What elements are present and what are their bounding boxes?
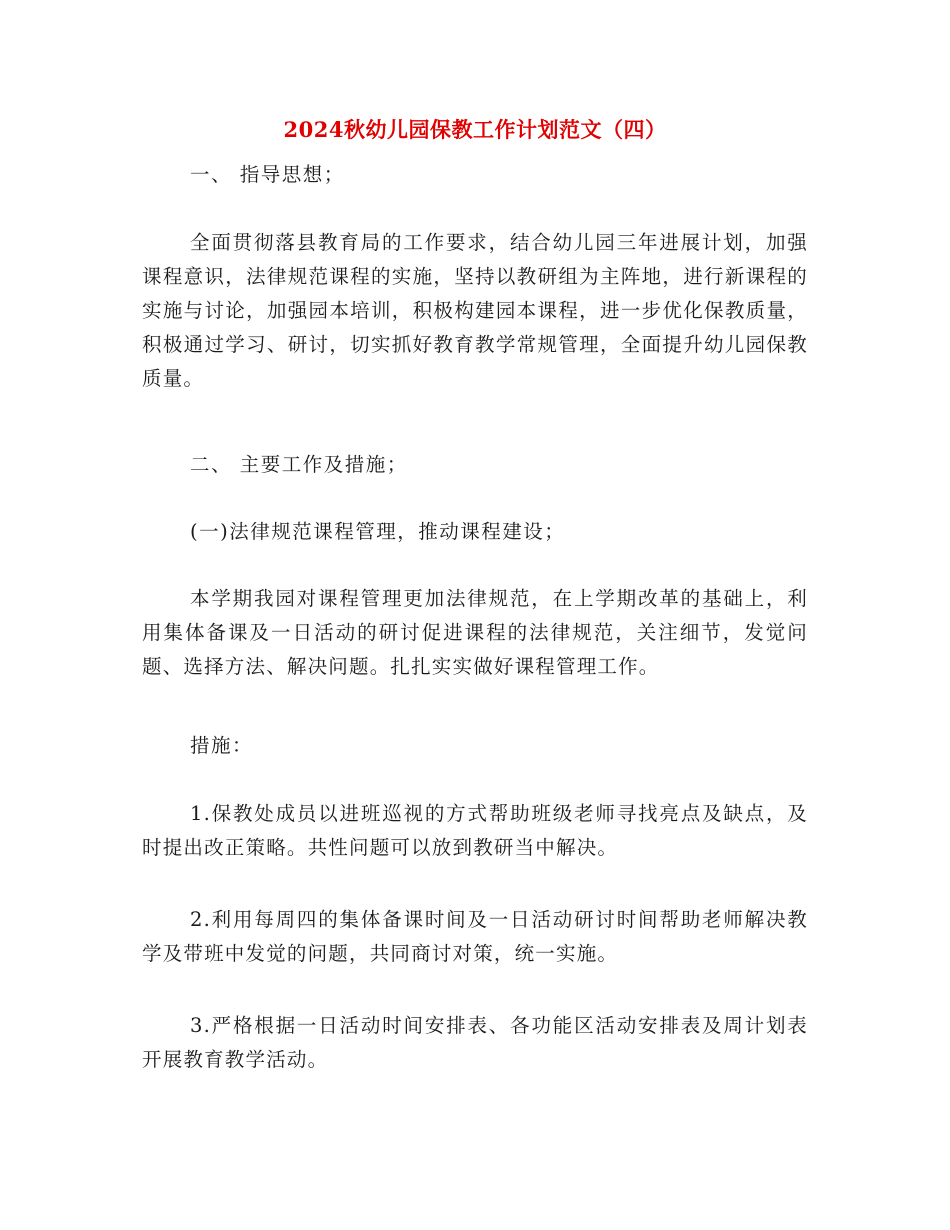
section1-body: 全面贯彻落县教育局的工作要求，结合幼儿园三年进展计划，加强课程意识，法律规范课程的实施，坚持以教研组为主阵地，进行新课程的实施与讨论，加强园本培训，积极构建园本课程，进一步优化保教质量，积极通过学习、研讨，切实抓好教育教学常规管理，全面提升幼儿园保教质量。 — [142, 231, 808, 390]
document-title: 2024秋幼儿园保教工作计划范文（四） — [283, 117, 667, 142]
subsection1-heading: (一)法律规范课程管理，推动课程建设； — [190, 520, 566, 543]
section1-heading: 一、 指导思想； — [190, 163, 345, 186]
measure-item-3: 3.严格根据一日活动时间安排表、各功能区活动安排表及周计划表开展教育教学活动。 — [142, 1014, 808, 1071]
section2-heading: 二、 主要工作及措施； — [190, 453, 408, 476]
measures-label: 措施： — [190, 734, 254, 757]
measure-item-1: 1.保教处成员以进班巡视的方式帮助班级老师寻找亮点及缺点，及时提出改正策略。共性问题可以放到教研当中解决。 — [142, 802, 808, 859]
subsection1-body: 本学期我园对课程管理更加法律规范，在上学期改革的基础上，利用集体备课及一日活动的研讨促进课程的法律规范，关注细节，发觉问题、选择方法、解决问题。扎扎实实做好课程管理工作。 — [142, 587, 808, 678]
measure-item-2: 2.利用每周四的集体备课时间及一日活动研讨时间帮助老师解决教学及带班中发觉的问题，共同商讨对策，统一实施。 — [142, 908, 808, 965]
